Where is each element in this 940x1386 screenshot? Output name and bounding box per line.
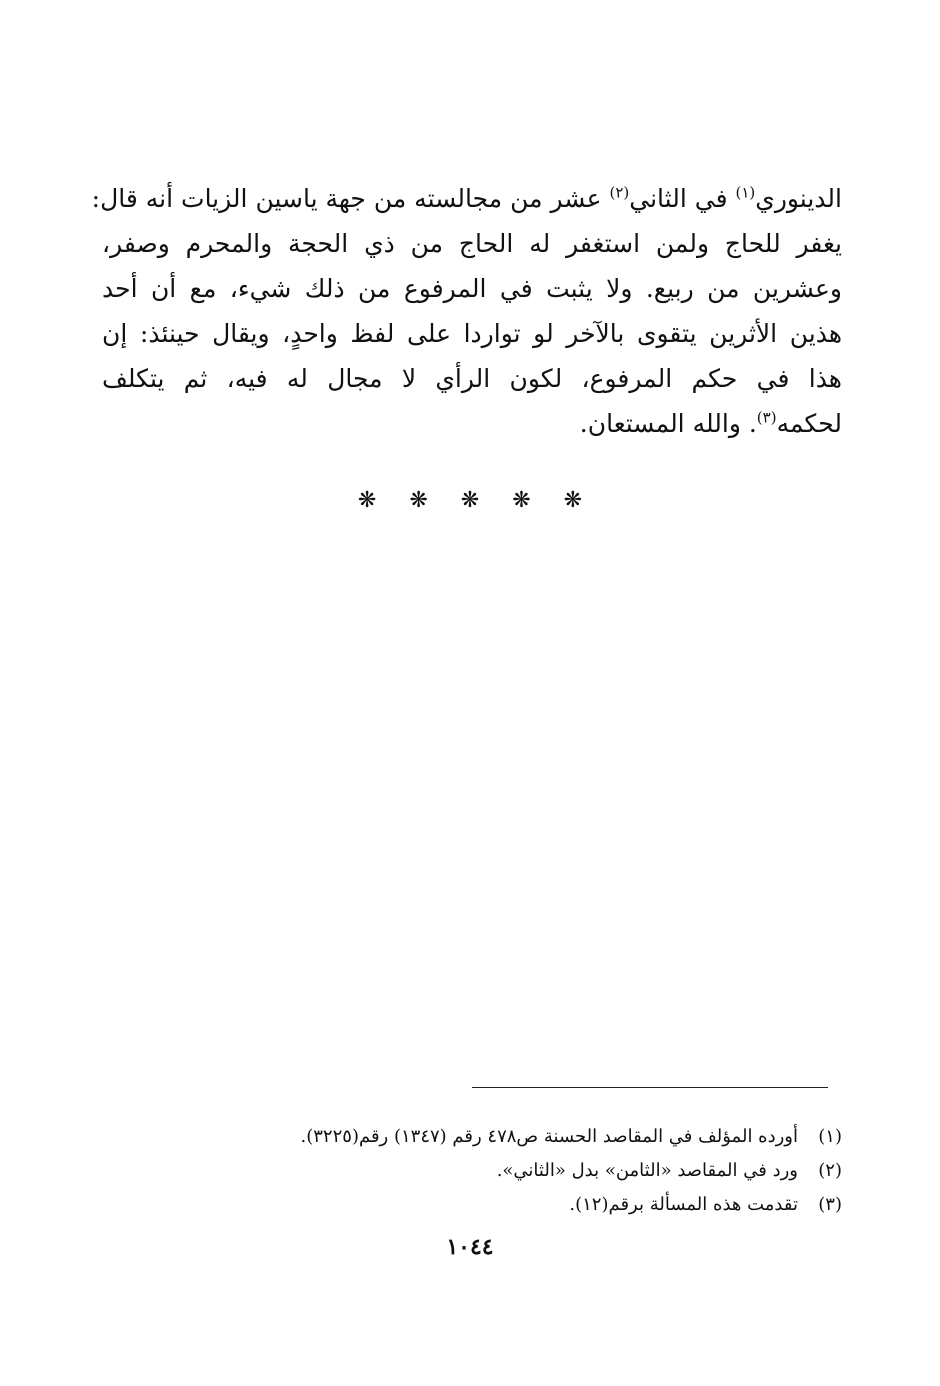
star-ornament-icon: ❋ (563, 488, 583, 513)
footnotes-section (202, 1120, 842, 1222)
star-ornament-icon: ❋ (357, 488, 377, 513)
star-ornament-icon: ❋ (460, 488, 480, 513)
footnote-number: (٣) (818, 1194, 842, 1215)
footnote-ref-2: (٢) (609, 183, 630, 202)
footnote-number: (٢) (818, 1160, 842, 1181)
text-line-5: هذا في حكم المرفوع، لكون الرأي لا مجال له فيه، ثم يتكلف (102, 364, 842, 393)
footnote-ref-1: (١) (735, 183, 756, 202)
footnote-1 (202, 1120, 842, 1154)
page-number: ١٠٤٤ (446, 1234, 494, 1260)
footnote-text: تقدمت هذه المسألة برقم(١٢). (569, 1194, 798, 1215)
text-segment: الدينوري (755, 184, 842, 213)
section-separator (0, 488, 940, 513)
footnote-2 (202, 1154, 842, 1188)
star-ornament-icon: ❋ (409, 488, 428, 513)
footnote-divider (472, 1087, 828, 1088)
text-line-4: هذين الأثرين يتقوى بالآخر لو تواردا على لفظ واحدٍ، ويقال حينئذ: إن (102, 319, 842, 348)
text-segment: عشر من مجالسته من جهة ياسين الزيات أنه قال: (91, 184, 610, 213)
footnote-text: ورد في المقاصد «الثامن» بدل «الثاني». (496, 1160, 798, 1181)
footnote-ref-3: (٣) (756, 408, 777, 427)
text-segment: في الثاني (629, 184, 736, 213)
footnote-text: أورده المؤلف في المقاصد الحسنة ص٤٧٨ رقم (١٣٤٧) رقم(٣٢٢٥). (300, 1126, 798, 1147)
text-line-2: يغفر للحاج ولمن استغفر له الحاج من ذي الحجة والمحرم وصفر، (102, 229, 842, 258)
text-segment: لحكمه (776, 409, 842, 438)
footnote-3 (202, 1188, 842, 1222)
star-ornament-icon: ❋ (512, 488, 531, 513)
footnote-number: (١) (818, 1126, 842, 1147)
main-paragraph (91, 176, 842, 446)
text-line-1 (91, 176, 842, 221)
text-line-3: وعشرين من ربيع. ولا يثبت في المرفوع من ذلك شيء، مع أن أحد (102, 274, 842, 303)
text-line-6 (102, 401, 842, 446)
text-segment: . والله المستعان. (579, 409, 757, 438)
